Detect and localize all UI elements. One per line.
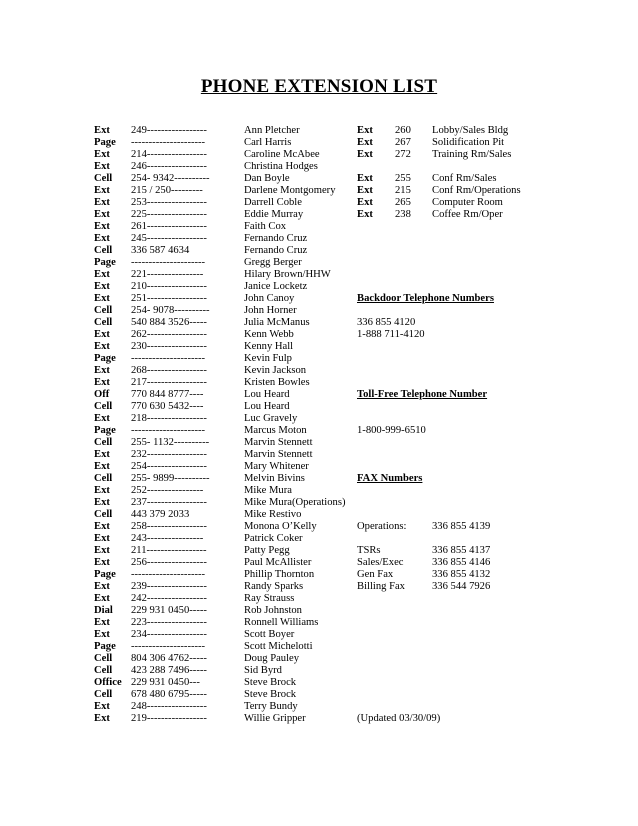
room-ext-type: Ext — [357, 173, 373, 184]
contact-name: Patty Pegg — [244, 545, 290, 556]
room-name: Coffee Rm/Oper — [432, 209, 503, 220]
contact-type: Cell — [94, 245, 113, 256]
contact-number: 255- 1132---------- — [131, 437, 210, 448]
room-ext-number: 272 — [395, 149, 411, 160]
room-row — [0, 125, 638, 137]
contact-name: Eddie Murray — [244, 209, 304, 220]
contact-name: Christina Hodges — [244, 161, 318, 172]
contact-name: Janice Locketz — [244, 281, 308, 292]
contact-number: 249----------------- — [131, 125, 207, 136]
contact-type: Ext — [94, 533, 110, 544]
contact-type: Cell — [94, 689, 113, 700]
contact-type: Ext — [94, 149, 110, 160]
room-ext-number: 238 — [395, 209, 411, 220]
fax-label: TSRs — [357, 545, 381, 556]
contact-name: Ann Pletcher — [244, 125, 300, 136]
directory-row — [0, 701, 638, 713]
contact-name: Paul McAllister — [244, 557, 312, 568]
directory-row — [0, 245, 638, 257]
room-ext-number: 265 — [395, 197, 411, 208]
room-row — [0, 185, 638, 197]
contact-name: Patrick Coker — [244, 533, 303, 544]
contact-number: 229 931 0450----- — [131, 605, 207, 616]
contact-type: Dial — [94, 605, 113, 616]
room-row — [0, 173, 638, 185]
contact-type: Page — [94, 137, 116, 148]
contact-type: Ext — [94, 497, 110, 508]
tollfree-number: 1-800-999-6510 — [357, 425, 426, 436]
contact-name: Mike Mura(Operations) — [244, 497, 346, 508]
contact-number: 770 630 5432---- — [131, 401, 204, 412]
directory-row — [0, 305, 638, 317]
contact-number: 230----------------- — [131, 341, 207, 352]
directory-row — [0, 689, 638, 701]
contact-number: 245----------------- — [131, 233, 207, 244]
contact-type: Page — [94, 257, 116, 268]
contact-name: Kenn Webb — [244, 329, 294, 340]
contact-number: 262----------------- — [131, 329, 207, 340]
contact-type: Cell — [94, 653, 113, 664]
contact-number: 243---------------- — [131, 533, 204, 544]
contact-number: 229 931 0450--- — [131, 677, 200, 688]
room-ext-type: Ext — [357, 197, 373, 208]
contact-number: 256----------------- — [131, 557, 207, 568]
directory-row — [0, 605, 638, 617]
directory-row — [0, 257, 638, 269]
fax-number: 336 544 7926 — [432, 581, 491, 592]
contact-name: Mike Mura — [244, 485, 292, 496]
contact-name: Lou Heard — [244, 401, 290, 412]
contact-name: Hilary Brown/HHW — [244, 269, 331, 280]
directory-row — [0, 581, 638, 593]
contact-name: Carl Harris — [244, 137, 292, 148]
contact-type: Cell — [94, 473, 113, 484]
room-ext-number: 260 — [395, 125, 411, 136]
contact-type: Office — [94, 677, 122, 688]
contact-number: 234----------------- — [131, 629, 207, 640]
contact-number: 211----------------- — [131, 545, 207, 556]
contact-type: Page — [94, 353, 116, 364]
room-name: Conf Rm/Operations — [432, 185, 521, 196]
contact-type: Cell — [94, 317, 113, 328]
contact-number: 246----------------- — [131, 161, 207, 172]
contact-type: Ext — [94, 581, 110, 592]
contact-number: 268----------------- — [131, 365, 207, 376]
contact-number: 336 587 4634 — [131, 245, 190, 256]
directory-row — [0, 641, 638, 653]
contact-type: Ext — [94, 209, 110, 220]
contact-name: Terry Bundy — [244, 701, 298, 712]
directory-row — [0, 365, 638, 377]
contact-number: 219----------------- — [131, 713, 207, 724]
contact-number: 255- 9899---------- — [131, 473, 210, 484]
directory-row — [0, 317, 638, 329]
contact-number: --------------------- — [131, 257, 206, 268]
contact-name: Rob Johnston — [244, 605, 302, 616]
contact-name: John Canoy — [244, 293, 295, 304]
room-name: Solidification Pit — [432, 137, 505, 148]
contact-type: Ext — [94, 233, 110, 244]
contact-number: 210----------------- — [131, 281, 207, 292]
contact-number: 215 / 250--------- — [131, 185, 203, 196]
directory-row — [0, 665, 638, 677]
contact-name: Mike Restivo — [244, 509, 302, 520]
contact-name: Steve Brock — [244, 677, 297, 688]
contact-name: Steve Brock — [244, 689, 297, 700]
directory-row — [0, 353, 638, 365]
contact-name: Melvin Bivins — [244, 473, 305, 484]
contact-number: 242----------------- — [131, 593, 207, 604]
directory-row — [0, 233, 638, 245]
directory-row — [0, 617, 638, 629]
contact-type: Ext — [94, 197, 110, 208]
contact-type: Ext — [94, 281, 110, 292]
directory-row — [0, 221, 638, 233]
contact-number: 258----------------- — [131, 521, 207, 532]
contact-name: Fernando Cruz — [244, 245, 308, 256]
contact-number: 261----------------- — [131, 221, 207, 232]
fax-number: 336 855 4137 — [432, 545, 491, 556]
directory-row — [0, 425, 638, 437]
directory-row — [0, 329, 638, 341]
tollfree-heading: Toll-Free Telephone Number — [357, 389, 488, 400]
room-ext-type: Ext — [357, 137, 373, 148]
contact-name: Darlene Montgomery — [244, 185, 336, 196]
contact-type: Page — [94, 569, 116, 580]
room-name: Training Rm/Sales — [432, 149, 512, 160]
room-row — [0, 209, 638, 221]
contact-name: Darrell Coble — [244, 197, 302, 208]
directory-row — [0, 509, 638, 521]
room-ext-number: 215 — [395, 185, 411, 196]
contact-type: Ext — [94, 701, 110, 712]
room-ext-type: Ext — [357, 185, 373, 196]
contact-type: Ext — [94, 521, 110, 532]
contact-name: Kevin Jackson — [244, 365, 307, 376]
directory-row — [0, 473, 638, 485]
contact-type: Ext — [94, 545, 110, 556]
contact-type: Cell — [94, 401, 113, 412]
directory-row — [0, 557, 638, 569]
contact-number: 678 480 6795----- — [131, 689, 207, 700]
contact-number: 239----------------- — [131, 581, 207, 592]
contact-name: Willie Gripper — [244, 713, 306, 724]
contact-type: Page — [94, 641, 116, 652]
contact-name: Doug Pauley — [244, 653, 300, 664]
directory-row — [0, 293, 638, 305]
directory-row — [0, 269, 638, 281]
directory-row — [0, 713, 638, 725]
contact-name: Kevin Fulp — [244, 353, 292, 364]
contact-name: Faith Cox — [244, 221, 287, 232]
contact-type: Ext — [94, 413, 110, 424]
contact-name: Marcus Moton — [244, 425, 307, 436]
contact-type: Ext — [94, 557, 110, 568]
contact-number: 254----------------- — [131, 461, 207, 472]
contact-name: Ray Strauss — [244, 593, 295, 604]
contact-type: Ext — [94, 125, 110, 136]
contact-name: Dan Boyle — [244, 173, 290, 184]
directory-row — [0, 449, 638, 461]
contact-type: Ext — [94, 377, 110, 388]
directory-row — [0, 413, 638, 425]
contact-type: Ext — [94, 629, 110, 640]
fax-label: Gen Fax — [357, 569, 394, 580]
directory-row — [0, 461, 638, 473]
room-row — [0, 137, 638, 149]
directory-row — [0, 497, 638, 509]
contact-name: Monona O’Kelly — [244, 521, 317, 532]
contact-type: Cell — [94, 665, 113, 676]
contact-name: Kristen Bowles — [244, 377, 310, 388]
room-ext-number: 267 — [395, 137, 411, 148]
contact-type: Ext — [94, 161, 110, 172]
contact-name: Lou Heard — [244, 389, 290, 400]
directory-row — [0, 437, 638, 449]
contact-type: Ext — [94, 365, 110, 376]
contact-type: Ext — [94, 713, 110, 724]
contact-name: Fernando Cruz — [244, 233, 308, 244]
fax-number: 336 855 4146 — [432, 557, 491, 568]
contact-number: 443 379 2033 — [131, 509, 190, 520]
contact-number: 804 306 4762----- — [131, 653, 207, 664]
page-title: PHONE EXTENSION LIST — [200, 76, 438, 97]
room-row — [0, 197, 638, 209]
contact-type: Ext — [94, 461, 110, 472]
directory-row — [0, 485, 638, 497]
contact-number: 248----------------- — [131, 701, 207, 712]
contact-number: --------------------- — [131, 569, 206, 580]
contact-number: 237----------------- — [131, 497, 207, 508]
contact-number: 254- 9342---------- — [131, 173, 210, 184]
directory-row — [0, 629, 638, 641]
directory-row — [0, 569, 638, 581]
contact-type: Cell — [94, 173, 113, 184]
contact-type: Ext — [94, 617, 110, 628]
contact-name: Julia McManus — [244, 317, 310, 328]
contact-name: Sid Byrd — [244, 665, 282, 676]
directory-row — [0, 653, 638, 665]
fax-number: 336 855 4139 — [432, 521, 491, 532]
contact-type: Cell — [94, 437, 113, 448]
contact-number: 252---------------- — [131, 485, 204, 496]
updated-note: (Updated 03/30/09) — [357, 713, 441, 724]
contact-name: Marvin Stennett — [244, 449, 313, 460]
contact-type: Ext — [94, 485, 110, 496]
contact-number: 218----------------- — [131, 413, 207, 424]
contact-number: 251----------------- — [131, 293, 207, 304]
contact-name: Scott Boyer — [244, 629, 295, 640]
fax-label: Sales/Exec — [357, 557, 404, 568]
backdoor-heading: Backdoor Telephone Numbers — [357, 293, 494, 304]
contact-type: Ext — [94, 449, 110, 460]
directory-row — [0, 401, 638, 413]
contact-number: --------------------- — [131, 641, 206, 652]
contact-number: 221---------------- — [131, 269, 204, 280]
contact-name: Scott Michelotti — [244, 641, 313, 652]
directory-row — [0, 341, 638, 353]
contact-number: 253----------------- — [131, 197, 207, 208]
fax-heading: FAX Numbers — [357, 473, 423, 484]
contact-type: Ext — [94, 593, 110, 604]
contact-name: Mary Whitener — [244, 461, 309, 472]
fax-number: 336 855 4132 — [432, 569, 491, 580]
contact-number: 214----------------- — [131, 149, 207, 160]
contact-name: Luc Gravely — [244, 413, 298, 424]
contact-type: Cell — [94, 509, 113, 520]
room-row — [0, 149, 638, 161]
contact-name: Caroline McAbee — [244, 149, 320, 160]
contact-name: Marvin Stennett — [244, 437, 313, 448]
directory-row — [0, 281, 638, 293]
directory-row — [0, 377, 638, 389]
room-name: Lobby/Sales Bldg — [432, 125, 509, 136]
contact-type: Ext — [94, 341, 110, 352]
contact-type: Ext — [94, 293, 110, 304]
room-ext-type: Ext — [357, 125, 373, 136]
contact-name: John Horner — [244, 305, 297, 316]
directory-row — [0, 593, 638, 605]
directory-row — [0, 521, 638, 533]
contact-type: Ext — [94, 269, 110, 280]
contact-number: 770 844 8777---- — [131, 389, 204, 400]
contact-type: Ext — [94, 221, 110, 232]
contact-type: Cell — [94, 305, 113, 316]
contact-number: 540 884 3526----- — [131, 317, 207, 328]
contact-name: Gregg Berger — [244, 257, 302, 268]
contact-number: 223----------------- — [131, 617, 207, 628]
contact-number: 423 288 7496----- — [131, 665, 207, 676]
contact-type: Off — [94, 389, 110, 400]
contact-number: --------------------- — [131, 137, 206, 148]
contact-type: Ext — [94, 185, 110, 196]
contact-name: Phillip Thornton — [244, 569, 315, 580]
directory-row — [0, 545, 638, 557]
contact-number: 232----------------- — [131, 449, 207, 460]
directory-row — [0, 677, 638, 689]
fax-label: Billing Fax — [357, 581, 405, 592]
directory-row — [0, 533, 638, 545]
room-ext-type: Ext — [357, 149, 373, 160]
contact-number: 254- 9078---------- — [131, 305, 210, 316]
contact-number: 217----------------- — [131, 377, 207, 388]
contact-number: 225----------------- — [131, 209, 207, 220]
room-name: Conf Rm/Sales — [432, 173, 497, 184]
directory-row — [0, 389, 638, 401]
backdoor-number: 336 855 4120 — [357, 317, 416, 328]
contact-number: --------------------- — [131, 353, 206, 364]
contact-name: Randy Sparks — [244, 581, 304, 592]
room-name: Computer Room — [432, 197, 503, 208]
room-ext-number: 255 — [395, 173, 411, 184]
contact-type: Ext — [94, 329, 110, 340]
backdoor-number: 1-888 711-4120 — [357, 329, 425, 340]
contact-name: Kenny Hall — [244, 341, 294, 352]
contact-name: Ronnell Williams — [244, 617, 319, 628]
contact-type: Page — [94, 425, 116, 436]
contact-number: --------------------- — [131, 425, 206, 436]
fax-label: Operations: — [357, 521, 407, 532]
room-ext-type: Ext — [357, 209, 373, 220]
room-row — [0, 161, 638, 173]
